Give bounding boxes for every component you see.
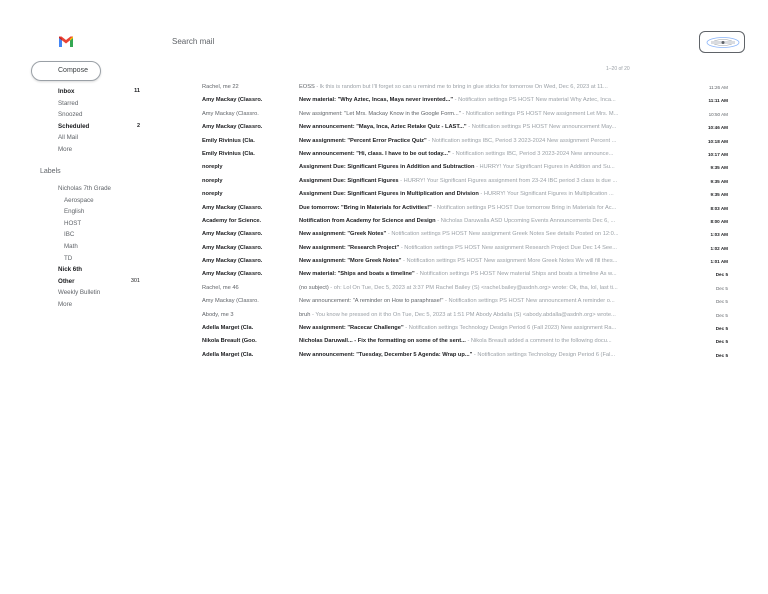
email-snippet: - Notification settings IBC, Period 3 2023-2024 New assignment Percent ... bbox=[426, 137, 617, 144]
email-sender: Emily Rivinius (Cla. bbox=[202, 150, 255, 157]
email-row[interactable] bbox=[202, 94, 734, 107]
sidebar-item-starred[interactable] bbox=[58, 98, 148, 110]
label-item[interactable] bbox=[58, 299, 148, 311]
email-subject: EOSS bbox=[299, 84, 315, 90]
email-content bbox=[299, 349, 683, 362]
labels-list bbox=[58, 183, 148, 311]
email-sender: Amy Mackay (Classro. bbox=[202, 231, 263, 238]
email-content bbox=[299, 175, 683, 188]
email-snippet: - Notification settings IBC, Period 3 2023-2024 New announce... bbox=[450, 150, 614, 157]
label-item[interactable] bbox=[58, 183, 148, 195]
email-sender: Rachel, me 46 bbox=[202, 284, 239, 291]
email-row[interactable] bbox=[202, 242, 734, 255]
email-row[interactable] bbox=[202, 81, 734, 94]
sidebar-item-label: Scheduled bbox=[58, 122, 90, 130]
email-subject: Due tomorrow: "Bring in Materials for Activities!" bbox=[299, 204, 432, 211]
email-row[interactable] bbox=[202, 228, 734, 241]
email-time: 10:17 AM bbox=[708, 151, 728, 157]
email-snippet: - Notification settings PS HOST New material Ships and boats a timeline As w... bbox=[414, 271, 617, 278]
email-subject: New announcement: "Maya, Inca, Aztec Retake Quiz - LAST..." bbox=[299, 124, 467, 131]
email-row[interactable] bbox=[202, 215, 734, 228]
email-content bbox=[299, 255, 683, 268]
email-time: 1:03 AM bbox=[710, 232, 728, 238]
email-time: Dec 5 bbox=[715, 299, 728, 305]
label-item-text: Nick 6th bbox=[58, 266, 83, 274]
email-snippet: - HURRY! Your Significant Figures assignment from 23-24 IBC period 3 class is due ... bbox=[398, 177, 618, 184]
email-sender: Amy Mackay (Classro. bbox=[202, 204, 263, 211]
email-content bbox=[299, 322, 683, 335]
scheduled-count: 2 bbox=[136, 122, 140, 129]
compose-button[interactable]: Compose bbox=[31, 61, 101, 81]
email-time: 10:50 AM bbox=[708, 111, 728, 117]
label-count: 301 bbox=[130, 277, 140, 284]
email-content bbox=[299, 94, 683, 107]
email-snippet: - Notification settings PS HOST New announcement A reminder o... bbox=[443, 298, 615, 305]
label-item[interactable] bbox=[58, 253, 148, 265]
label-item[interactable] bbox=[58, 195, 148, 207]
email-snippet: - Notification settings PS HOST New assignment Greek Notes See details Posted on 12:0... bbox=[386, 231, 619, 238]
email-time: 9:35 AM bbox=[710, 192, 728, 198]
email-sender: Amy Mackay (Classro. bbox=[202, 258, 263, 265]
email-sender: Amy Mackay (Classro. bbox=[202, 298, 259, 305]
email-content bbox=[299, 309, 683, 322]
email-content bbox=[299, 161, 683, 174]
email-subject: (no subject) bbox=[299, 284, 329, 291]
email-row[interactable] bbox=[202, 268, 734, 281]
email-content bbox=[299, 242, 683, 255]
email-row[interactable] bbox=[202, 175, 734, 188]
email-sender: noreply bbox=[202, 177, 223, 184]
email-time: 11:26 AM bbox=[708, 85, 728, 90]
email-snippet: - Notification settings PS HOST New assignment Let Mrs. M... bbox=[460, 110, 619, 117]
email-row[interactable] bbox=[202, 349, 734, 362]
label-item-text: Nicholas 7th Grade bbox=[58, 185, 111, 192]
email-time: Dec 5 bbox=[715, 312, 728, 318]
email-sender: Adella Marget (Cla. bbox=[202, 325, 254, 332]
label-item-text: Math bbox=[64, 242, 78, 250]
label-item[interactable] bbox=[58, 276, 148, 288]
email-time: 9:35 AM bbox=[710, 178, 728, 184]
email-subject: bruh bbox=[299, 311, 311, 318]
email-subject: Assignment Due: Significant Figures in Multiplication and Division bbox=[299, 191, 479, 198]
email-snippet: - Notification settings PS HOST New assignment Research Project Due Dec 14 See... bbox=[399, 244, 617, 251]
email-time: 10:18 AM bbox=[708, 138, 728, 144]
email-subject: New announcement: "A reminder on How to paraphrase!" bbox=[299, 298, 444, 305]
email-sender: Amy Mackay (Classro. bbox=[202, 271, 263, 278]
pagination-info: 1–20 of 20 bbox=[606, 66, 630, 72]
label-item[interactable] bbox=[58, 264, 148, 276]
email-sender: Amy Mackay (Classro. bbox=[202, 124, 263, 131]
email-row[interactable] bbox=[202, 309, 734, 322]
email-content bbox=[299, 268, 683, 281]
email-subject: Assignment Due: Significant Figures bbox=[299, 177, 399, 184]
email-sender: Nikola Breault (Goo. bbox=[202, 338, 257, 345]
email-row[interactable] bbox=[202, 161, 734, 174]
sidebar-item-all-mail[interactable] bbox=[58, 132, 148, 144]
email-list bbox=[202, 81, 734, 362]
sidebar-item-inbox[interactable] bbox=[58, 86, 148, 98]
email-sender: Rachel, me 22 bbox=[202, 84, 239, 90]
email-time: 11:11 AM bbox=[708, 98, 728, 104]
email-content bbox=[299, 202, 683, 215]
email-snippet: - Notification settings PS HOST Due tomorrow Bring in Materials for Ac... bbox=[431, 204, 617, 211]
email-subject: New material: "Why Aztec, Incas, Maya never invented..." bbox=[299, 97, 454, 104]
email-snippet: - HURRY! Your Significant Figures in Multiplication ... bbox=[478, 191, 614, 198]
account-avatar-icon[interactable] bbox=[699, 31, 745, 53]
email-sender: noreply bbox=[202, 164, 223, 171]
sidebar-item-label: Starred bbox=[58, 99, 79, 107]
label-item[interactable] bbox=[58, 229, 148, 241]
email-time: Dec 5 bbox=[715, 339, 728, 345]
email-sender: Amy Mackay (Classro. bbox=[202, 244, 263, 251]
email-time: 1:01 AM bbox=[710, 259, 728, 265]
gmail-logo-icon[interactable] bbox=[58, 35, 74, 48]
email-content bbox=[299, 108, 683, 121]
email-content bbox=[299, 228, 683, 241]
email-row[interactable] bbox=[202, 188, 734, 201]
email-snippet: - Nikola Breault added a comment to the following docu... bbox=[465, 338, 612, 345]
email-row[interactable] bbox=[202, 148, 734, 161]
email-content bbox=[299, 335, 683, 348]
label-item[interactable] bbox=[58, 206, 148, 218]
email-content bbox=[299, 295, 683, 308]
label-item-text: Weekly Bulletin bbox=[58, 289, 101, 297]
email-snippet: - lk this is random but I'll forget so can u remind me to bring in glue sticks for tomorrow On Wed, Dec 6, 2023 at 11... bbox=[314, 84, 608, 90]
label-item-text: TD bbox=[64, 254, 73, 262]
email-row[interactable] bbox=[202, 282, 734, 295]
email-sender: Abody, me 3 bbox=[202, 311, 234, 318]
email-snippet: - Notification settings PS HOST New assignment More Greek Notes We will fill thes... bbox=[401, 258, 618, 265]
email-subject: New announcement: "Hi, class. I have to be out today..." bbox=[299, 150, 451, 157]
email-row[interactable] bbox=[202, 255, 734, 268]
email-time: 1:02 AM bbox=[710, 245, 728, 251]
label-item-text: English bbox=[64, 208, 85, 216]
label-item-text: Other bbox=[58, 277, 75, 285]
email-subject: New announcement: "Tuesday, December 5 Agenda: Wrap up..." bbox=[299, 351, 473, 358]
email-sender: Amy Mackay (Classro. bbox=[202, 97, 263, 104]
email-subject: New assignment: "Greek Notes" bbox=[299, 231, 387, 238]
email-time: Dec 5 bbox=[715, 352, 728, 358]
email-sender: Adella Marget (Cla. bbox=[202, 351, 254, 358]
email-subject: New assignment: "More Greek Notes" bbox=[299, 258, 402, 265]
email-row[interactable] bbox=[202, 335, 734, 348]
email-row[interactable] bbox=[202, 202, 734, 215]
email-sender: Emily Rivinius (Cla. bbox=[202, 137, 255, 144]
label-item[interactable] bbox=[58, 287, 148, 299]
sidebar-item-more[interactable] bbox=[58, 144, 148, 156]
email-snippet: - Notification settings Technology Design Period 6 (Fal... bbox=[472, 351, 616, 358]
email-content bbox=[299, 81, 683, 94]
email-time: 9:35 AM bbox=[710, 165, 728, 171]
email-time: 10:46 AM bbox=[708, 125, 728, 131]
labels-heading: Labels bbox=[40, 168, 61, 175]
email-content bbox=[299, 148, 683, 161]
email-subject: Notification from Academy for Science and Design bbox=[299, 217, 436, 224]
email-time: Dec 5 bbox=[715, 326, 728, 332]
label-item[interactable] bbox=[58, 241, 148, 253]
label-item-text: Aerospace bbox=[64, 196, 94, 204]
email-snippet: - Notification settings Technology Design Period 6 (Fall 2023) New assignment Ra... bbox=[403, 325, 617, 332]
email-time: 8:00 AM bbox=[710, 218, 728, 224]
sidebar-item-snoozed[interactable] bbox=[58, 109, 148, 121]
unread-count: 11 bbox=[134, 88, 140, 94]
sidebar-item-label: Inbox bbox=[58, 88, 75, 95]
email-snippet: - Nicholas Daruwalla ASD Upcoming Events Announcements Dec 6, ... bbox=[435, 217, 616, 224]
email-sender: Amy Mackay (Classro. bbox=[202, 110, 259, 117]
email-row[interactable] bbox=[202, 121, 734, 134]
email-row[interactable] bbox=[202, 295, 734, 308]
email-time: 8:03 AM bbox=[710, 205, 728, 211]
email-sender: noreply bbox=[202, 191, 223, 198]
label-item[interactable] bbox=[58, 218, 148, 230]
sidebar-item-label: More bbox=[58, 145, 73, 153]
label-item-text: IBC bbox=[64, 231, 75, 239]
email-row[interactable] bbox=[202, 322, 734, 335]
email-subject: New assignment: "Percent Error Practice Quiz" bbox=[299, 137, 427, 144]
email-subject: New assignment: "Research Project" bbox=[299, 244, 400, 251]
email-time: Dec 5 bbox=[715, 272, 728, 278]
email-subject: Assignment Due: Significant Figures in Addition and Subtraction bbox=[299, 164, 475, 171]
email-subject: New assignment: "Racecar Challenge" bbox=[299, 325, 404, 332]
email-subject: New material: "Ships and boats a timeline" bbox=[299, 271, 415, 278]
email-content bbox=[299, 215, 683, 228]
label-item-text: More bbox=[58, 300, 73, 308]
email-snippet: - oh: Lol On Tue, Dec 5, 2023 at 3:37 PM Rachel Bailey (S) <rachel.bailey@asdnh.org> wrote: Ok, tha, lol, last ti... bbox=[328, 284, 618, 291]
email-content bbox=[299, 121, 683, 134]
email-sender: Academy for Science. bbox=[202, 217, 262, 224]
sidebar-nav bbox=[58, 86, 148, 156]
email-row[interactable] bbox=[202, 108, 734, 121]
sidebar-item-scheduled[interactable] bbox=[58, 121, 148, 133]
email-content bbox=[299, 135, 683, 148]
label-item-text: HOST bbox=[64, 219, 82, 227]
email-subject: Nicholas Daruwall... - Fix the formatting on some of the sent... bbox=[299, 338, 466, 345]
email-content bbox=[299, 282, 683, 295]
email-snippet: - Notification settings PS HOST New material Why Aztec, Inca... bbox=[453, 97, 616, 104]
sidebar-item-label: Snoozed bbox=[58, 111, 83, 119]
email-time: Dec 5 bbox=[715, 285, 728, 291]
email-snippet: - HURRY! Your Significant Figures in Addition and Su... bbox=[474, 164, 615, 171]
email-snippet: - You know he pressed on it tho On Tue, Dec 5, 2023 at 1:51 PM Abody Abdalla (S) <abody.abdalla@asdnh.org> wrote... bbox=[310, 311, 616, 318]
email-row[interactable] bbox=[202, 135, 734, 148]
email-content bbox=[299, 188, 683, 201]
sidebar-item-label: All Mail bbox=[58, 134, 78, 142]
search-input[interactable]: Search mail bbox=[172, 37, 215, 46]
email-snippet: - Notification settings PS HOST New announcement May... bbox=[466, 124, 617, 131]
email-subject: New assignment: "Let Mrs. Mackay Know in the Google Form..." bbox=[299, 110, 461, 117]
